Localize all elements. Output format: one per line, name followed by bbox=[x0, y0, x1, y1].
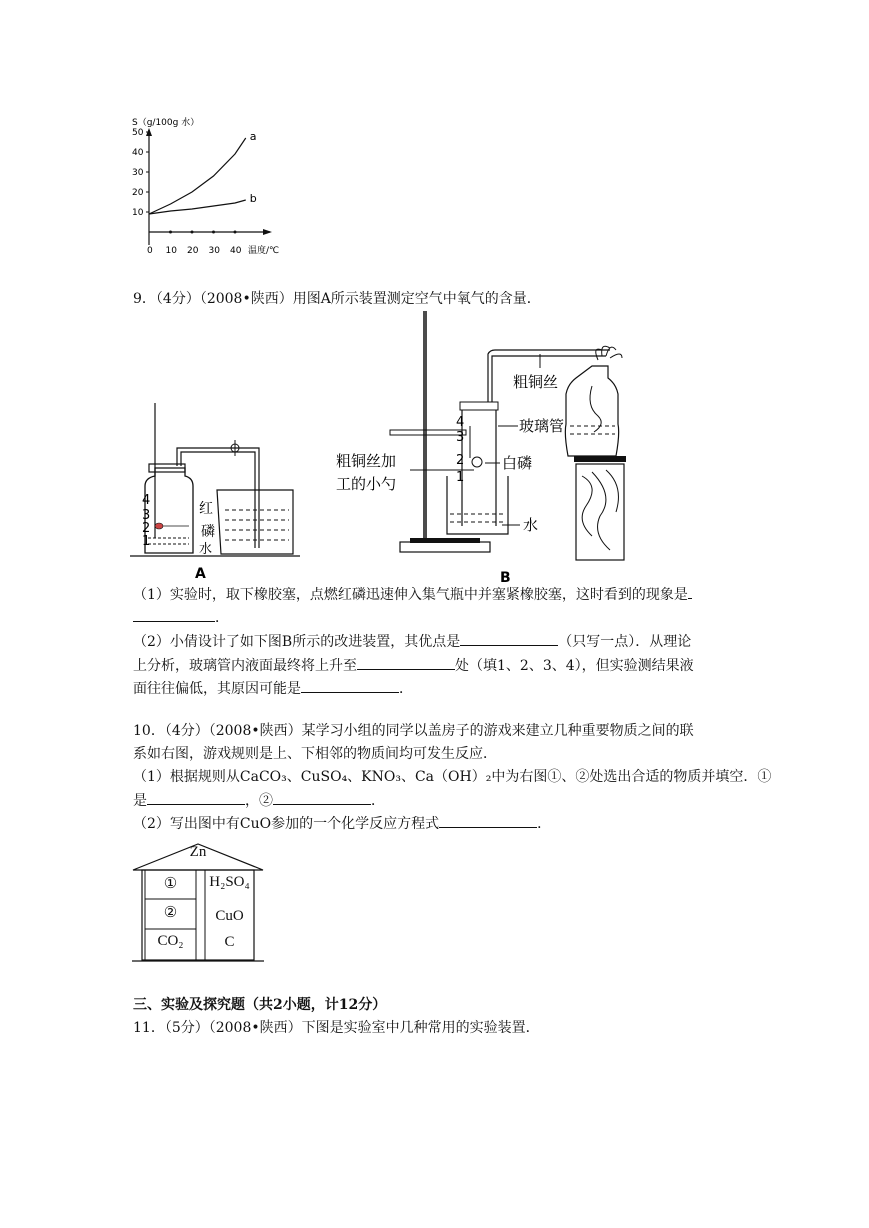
chart-y-tick-30: 30 bbox=[132, 168, 144, 178]
fig-a-label-red-1: 红 bbox=[199, 501, 213, 517]
fig-b-label-spoon-1: 粗铜丝加 bbox=[336, 452, 397, 470]
q10-stem-2: 系如右图，游戏规则是上、下相邻的物质间均可发生反应． bbox=[133, 746, 497, 762]
chart-x-tick-mark-20 bbox=[191, 231, 194, 234]
chart-x-tick-30: 30 bbox=[208, 246, 220, 256]
chart-ylabel: S（g/100g 水） bbox=[132, 118, 200, 128]
chart-xlabel: 温度/℃ bbox=[248, 246, 280, 256]
chart-y-tick-40: 40 bbox=[132, 148, 144, 158]
chart-y-tick-50: 50 bbox=[132, 128, 144, 138]
house-right-1: H₂SO₄ bbox=[209, 874, 250, 890]
chart-series-label-a: a bbox=[249, 130, 257, 143]
fig-b-caption: B bbox=[500, 570, 511, 586]
fig-b-label-spoon-2: 工的小勺 bbox=[336, 475, 397, 493]
chart-series-label-b: b bbox=[249, 192, 257, 205]
q9-p2-blank-reason[interactable] bbox=[301, 678, 399, 693]
q9-p2-blank-advantage[interactable] bbox=[460, 631, 558, 646]
q9-p1-answer-blank[interactable] bbox=[133, 607, 215, 622]
q9-p1-blank-start[interactable] bbox=[688, 584, 692, 599]
fig-a-mark-3: 3 bbox=[142, 508, 151, 523]
q9-p2-text-a: （2）小倩设计了如下图B所示的改进装置，其优点是 bbox=[133, 634, 461, 650]
solubility-chart bbox=[120, 112, 290, 262]
fig-a-label-water: 水 bbox=[199, 542, 213, 557]
house-right-2: CuO bbox=[215, 908, 244, 924]
q10-p2-text-b: ． bbox=[537, 816, 552, 832]
chart-x-tick-20: 20 bbox=[187, 246, 199, 256]
fig-b-mark-4: 4 bbox=[456, 415, 465, 430]
q9-p2-text-f: ． bbox=[399, 681, 413, 697]
q9-stem: 9．（4分）（2008•陕西）用图A所示装置测定空气中氧气的含量． bbox=[133, 291, 541, 307]
fig-a-mark-1: 1 bbox=[142, 534, 151, 549]
q10-p1-line1: （1）根据规则从CaCO₃、CuSO₄、KNO₃、Ca（OH）₂中为右图①、②处选出合适的物质并填空．① bbox=[133, 769, 772, 785]
chart-x-tick-0: 0 bbox=[147, 246, 153, 256]
fig-b-mark-2: 2 bbox=[456, 453, 465, 468]
q10-p1-text-c: ，② bbox=[245, 793, 273, 809]
q9-p2-text-b: （只写一点）．从理论 bbox=[558, 634, 692, 650]
chart-x-tick-mark-10 bbox=[169, 231, 172, 234]
fig-b-mark-1: 1 bbox=[456, 470, 465, 485]
fig-a-caption: A bbox=[195, 566, 206, 582]
q9-p2-line3 bbox=[133, 678, 413, 700]
q11-stem: 11．（5分）（2008•陕西）下图是实验室中几种常用的实验装置． bbox=[133, 1020, 540, 1036]
fig-b-label-glass-tube: 玻璃管 bbox=[519, 417, 565, 435]
q9-p1-end: ． bbox=[215, 610, 229, 626]
q9-p2-line1 bbox=[133, 631, 691, 653]
chart-y-tick-20: 20 bbox=[132, 188, 144, 198]
q10-stem-1: 10．（4分）（2008•陕西）某学习小组的同学以盖房子的游戏来建立几种重要物质之间的联 bbox=[133, 723, 694, 739]
house-roof-zn: Zn bbox=[189, 844, 207, 860]
chart-x-tick-40: 40 bbox=[230, 246, 242, 256]
fig-a-label-red-2: 磷 bbox=[201, 524, 215, 540]
figure-b-apparatus bbox=[330, 306, 630, 586]
fig-b-mark-3: 3 bbox=[456, 430, 465, 445]
q9-p2-text-e: 面往往偏低，其原因可能是 bbox=[133, 681, 301, 697]
q10-p1-text-b: 是 bbox=[133, 793, 147, 809]
house-left-1: ① bbox=[163, 876, 178, 892]
q9-p2-text-d: 处（填1、2、3、4），但实验测结果液 bbox=[455, 658, 694, 674]
fig-a-mark-4: 4 bbox=[142, 493, 151, 508]
q9-p1 bbox=[133, 584, 692, 606]
fig-b-label-copper-wire: 粗铜丝 bbox=[513, 373, 559, 391]
q9-p2-text-c: 上分析，玻璃管内液面最终将上升至 bbox=[133, 658, 357, 674]
q10-p1-line2 bbox=[133, 790, 385, 812]
q10-p1-text-d: ． bbox=[371, 793, 385, 809]
chart-y-tick-10: 10 bbox=[132, 208, 144, 218]
house-left-2: ② bbox=[163, 905, 178, 921]
q10-p2 bbox=[133, 813, 551, 835]
fig-a-mark-2: 2 bbox=[142, 521, 151, 536]
house-left-3: CO₂ bbox=[157, 933, 184, 949]
chart-series-a bbox=[149, 138, 246, 214]
house-diagram bbox=[130, 842, 266, 964]
fig-b-label-water: 水 bbox=[523, 516, 539, 534]
q10-blank-2[interactable] bbox=[273, 790, 371, 805]
q9-p1-line2 bbox=[133, 607, 229, 629]
q9-p2-line2 bbox=[133, 655, 694, 677]
q9-p2-blank-level[interactable] bbox=[357, 655, 455, 670]
chart-x-tick-mark-40 bbox=[234, 231, 237, 234]
chart-x-tick-10: 10 bbox=[165, 246, 177, 256]
house-right-3: C bbox=[224, 934, 235, 950]
fig-b-label-white-p: 白磷 bbox=[502, 454, 533, 472]
q9-p1-text: （1）实验时，取下橡胶塞，点燃红磷迅速伸入集气瓶中并塞紧橡胶塞，这时看到的现象是 bbox=[133, 587, 688, 603]
q10-blank-1[interactable] bbox=[147, 790, 245, 805]
section-3-title: 三、实验及探究题（共2小题，计12分） bbox=[133, 997, 387, 1013]
figure-a-apparatus bbox=[125, 398, 315, 583]
q10-p2-text-a: （2）写出图中有CuO参加的一个化学反应方程式 bbox=[133, 816, 440, 832]
q10-blank-equation[interactable] bbox=[439, 813, 537, 828]
chart-x-tick-mark-30 bbox=[212, 231, 215, 234]
